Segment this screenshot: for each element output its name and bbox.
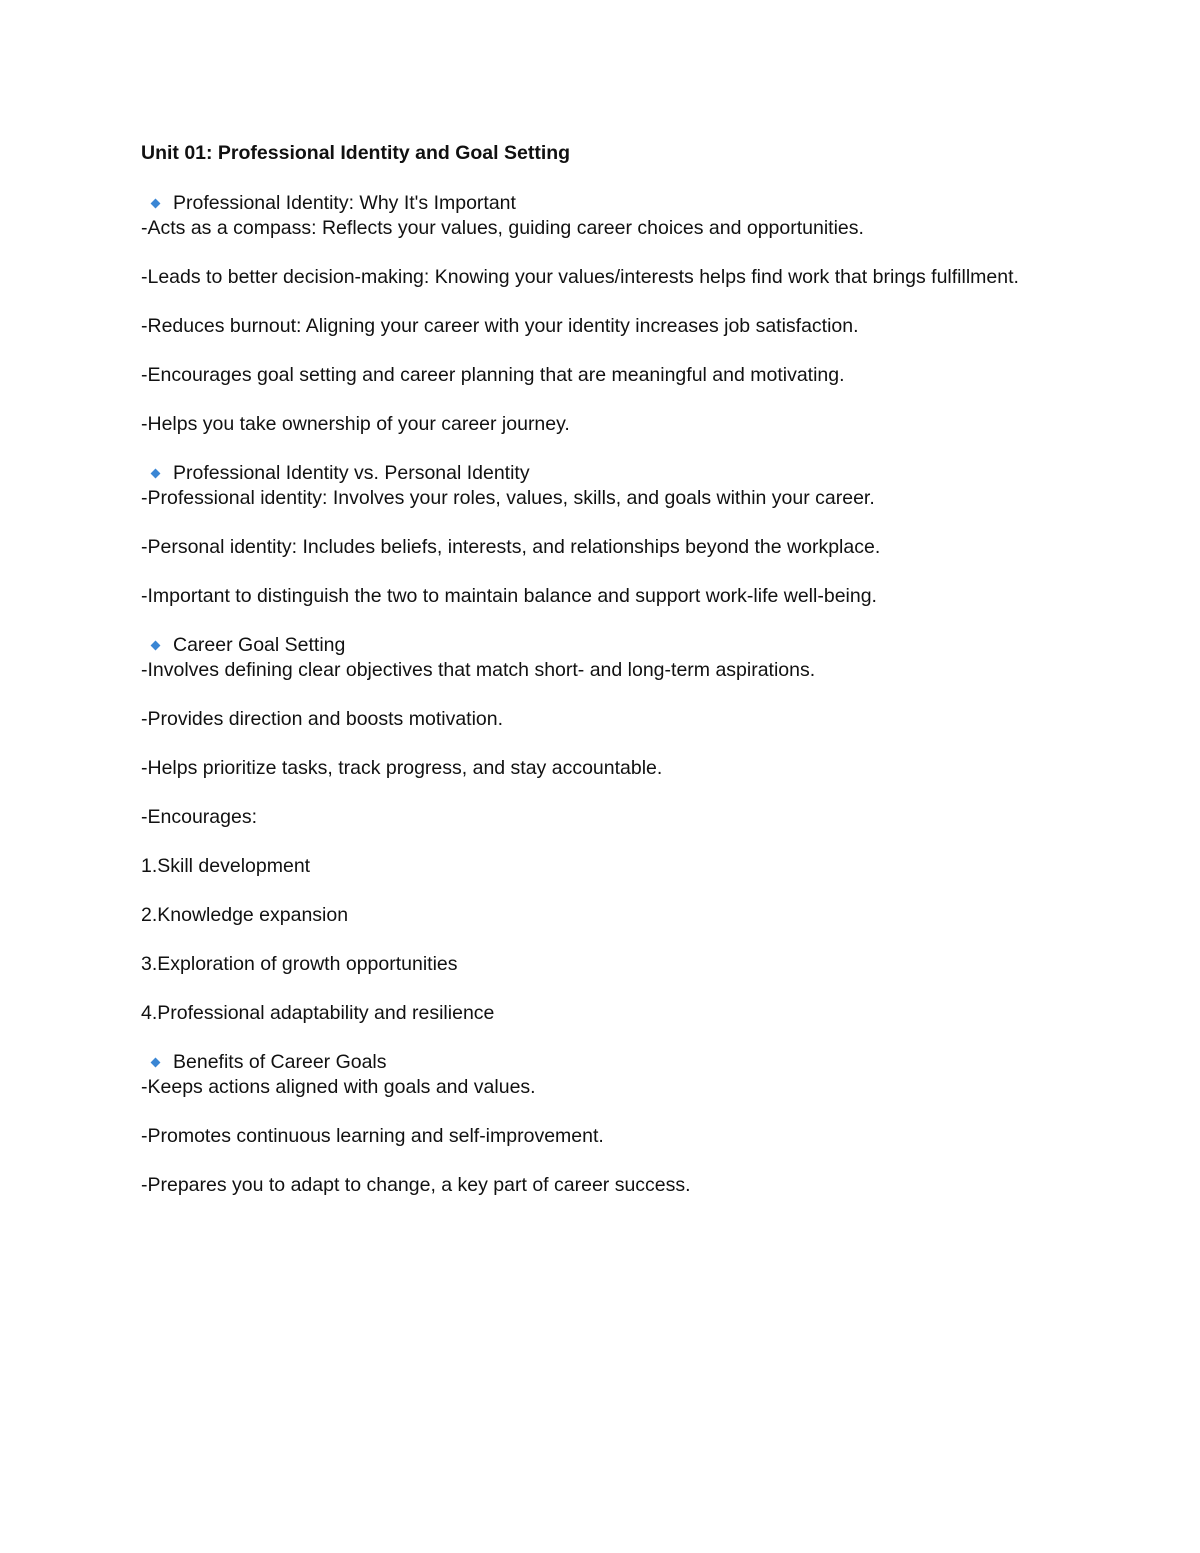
section-heading bbox=[141, 461, 1041, 486]
list-item: 1.Skill development bbox=[141, 855, 311, 877]
paragraph: -Prepares you to adapt to change, a key part of career success. bbox=[141, 1174, 691, 1196]
paragraph: -Professional identity: Involves your roles, values, skills, and goals within your career. bbox=[141, 487, 875, 509]
diamond-bullet-icon bbox=[151, 1058, 161, 1068]
diamond-bullet-icon bbox=[151, 469, 161, 479]
section-why-important bbox=[141, 191, 1041, 437]
paragraph: -Reduces burnout: Aligning your career with your identity increases job satisfaction. bbox=[141, 315, 859, 337]
section-heading bbox=[141, 191, 1041, 216]
document-title: Unit 01: Professional Identity and Goal Setting bbox=[141, 142, 571, 164]
section-heading bbox=[141, 1050, 1041, 1075]
diamond-bullet-icon bbox=[151, 199, 161, 209]
paragraph: -Encourages: bbox=[141, 806, 257, 828]
paragraph: -Helps prioritize tasks, track progress, and stay accountable. bbox=[141, 757, 663, 779]
section-heading bbox=[141, 633, 1041, 658]
paragraph: -Promotes continuous learning and self-improvement. bbox=[141, 1125, 604, 1147]
paragraph: -Leads to better decision-making: Knowing your values/interests helps find work that brings fulfillment. bbox=[141, 266, 1019, 288]
list-item: 2.Knowledge expansion bbox=[141, 904, 349, 926]
paragraph: -Provides direction and boosts motivation. bbox=[141, 708, 504, 730]
paragraph: -Encourages goal setting and career planning that are meaningful and motivating. bbox=[141, 364, 845, 386]
section-heading-text: Career Goal Setting bbox=[173, 634, 346, 656]
section-heading-text: Professional Identity vs. Personal Identity bbox=[173, 462, 530, 484]
paragraph: -Personal identity: Includes beliefs, interests, and relationships beyond the workplace. bbox=[141, 536, 881, 558]
paragraph: -Helps you take ownership of your career journey. bbox=[141, 413, 570, 435]
paragraph: -Acts as a compass: Reflects your values, guiding career choices and opportunities. bbox=[141, 217, 864, 239]
section-heading-text: Benefits of Career Goals bbox=[173, 1051, 387, 1073]
paragraph: -Keeps actions aligned with goals and values. bbox=[141, 1076, 536, 1098]
paragraph: -Involves defining clear objectives that match short- and long-term aspirations. bbox=[141, 659, 816, 681]
list-item: 4.Professional adaptability and resilience bbox=[141, 1002, 495, 1024]
list-item: 3.Exploration of growth opportunities bbox=[141, 953, 458, 975]
section-heading-text: Professional Identity: Why It's Important bbox=[173, 192, 516, 214]
section-career-goal-setting bbox=[141, 633, 1041, 1026]
document-content bbox=[141, 140, 1041, 1222]
paragraph: -Important to distinguish the two to maintain balance and support work-life well-being. bbox=[141, 585, 877, 607]
diamond-bullet-icon bbox=[151, 641, 161, 651]
section-professional-vs-personal bbox=[141, 461, 1041, 609]
section-benefits bbox=[141, 1050, 1041, 1198]
